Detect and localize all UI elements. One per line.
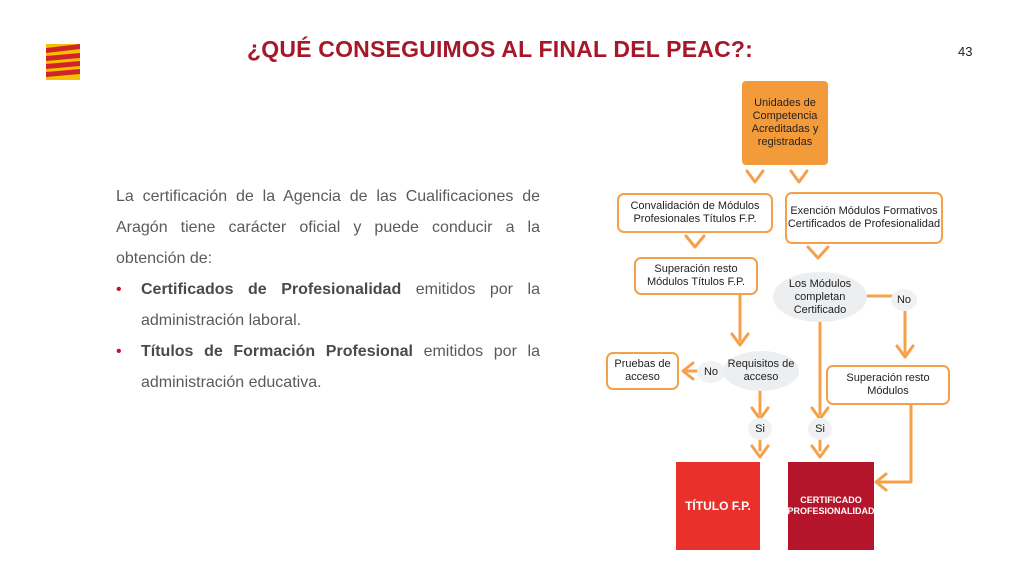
bullet-text: emitidos por la administración laboral.: [141, 281, 540, 329]
bullet-text: emitidos por la administración educativa.: [141, 343, 540, 391]
node-superacion-titulos: Superación resto Módulos Títulos F.P.: [634, 257, 758, 295]
intro-paragraph: La certificación de la Agencia de las Cualificaciones de Aragón tiene carácter oficial y puede conducir a la obtención de:: [116, 188, 540, 267]
badge-no-right: No: [891, 289, 917, 311]
badge-no-left: No: [697, 361, 725, 383]
badge-si-right: Si: [808, 418, 832, 440]
connector-line: [878, 405, 911, 482]
bullet-bold-text: Certificados de Profesionalidad: [141, 281, 402, 298]
node-superacion-modulos: Superación resto Módulos: [826, 365, 950, 405]
certificado-profesionalidad-card: CERTIFICADO PROFESIONALIDAD: [788, 462, 874, 550]
chevron-arrow: [747, 171, 763, 182]
node-modulos-completan: Los Módulos completan Certificado: [773, 272, 867, 322]
chevron-arrow: [808, 247, 828, 258]
slide-title: ¿QUÉ CONSEGUIMOS AL FINAL DEL PEAC?:: [247, 36, 753, 62]
node-pruebas: Pruebas de acceso: [606, 352, 679, 390]
node-unidades: Unidades de Competencia Acreditadas y registradas: [742, 81, 828, 165]
node-exencion: Exención Módulos Formativos Certificados de Profesionalidad: [785, 192, 943, 244]
chevron-arrow: [686, 236, 704, 247]
titulo-fp-card: TÍTULO F.P.: [676, 462, 760, 550]
page-number: 43: [958, 44, 973, 59]
bullet-icon: •: [116, 343, 122, 360]
node-convalidacion: Convalidación de Módulos Profesionales Títulos F.P.: [617, 193, 773, 233]
badge-si-left: Si: [748, 418, 772, 440]
chevron-arrow: [791, 171, 807, 182]
node-requisitos: Requisitos de acceso: [723, 351, 799, 391]
bullet-icon: •: [116, 281, 122, 298]
bullet-bold-text: Títulos de Formación Profesional: [141, 343, 413, 360]
